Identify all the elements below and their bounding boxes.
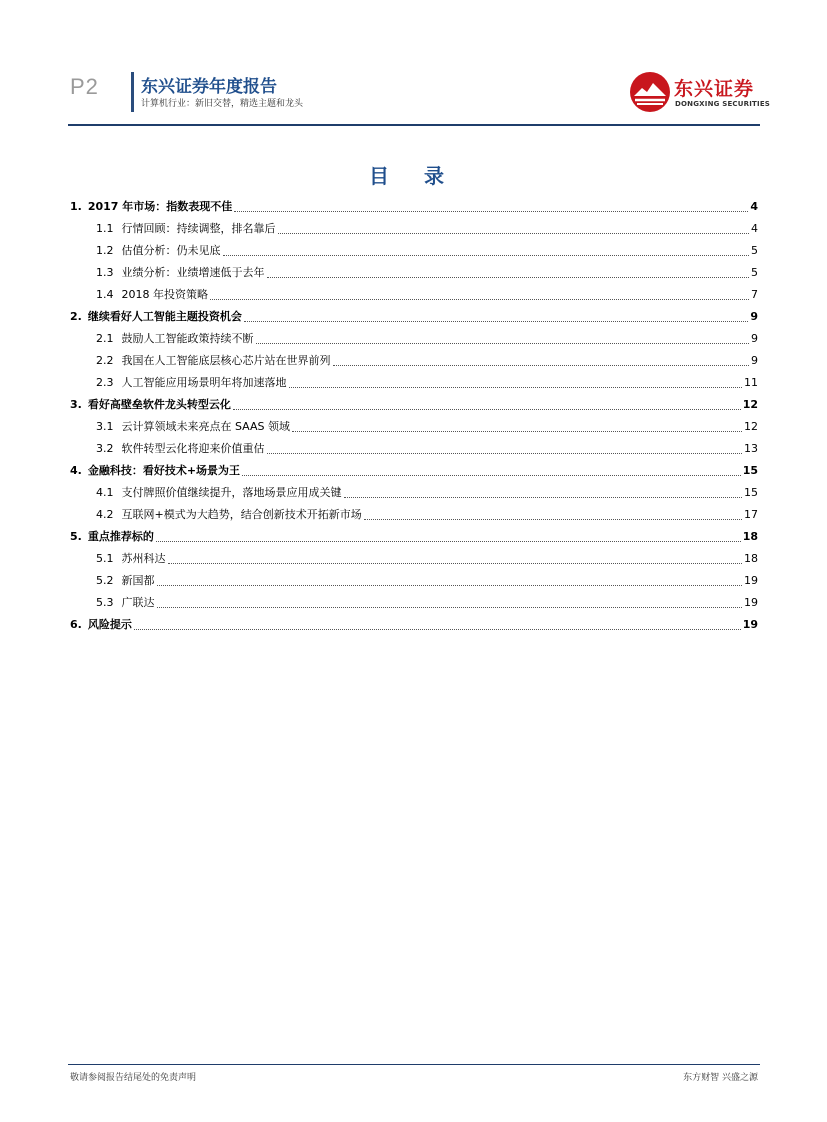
report-title: 东兴证券年度报告 (141, 77, 277, 97)
toc-entry-page: 12 (742, 397, 758, 411)
toc-title: 目 录 (369, 164, 458, 188)
toc-entry-label: 2018 年投资策略 (121, 288, 208, 301)
toc-dot-leader (157, 597, 743, 608)
toc-entry-label: 业绩分析：业绩增速低于去年 (121, 266, 265, 279)
toc-entry-page: 7 (751, 287, 758, 301)
toc-entry[interactable] (70, 525, 758, 547)
toc-entry-page: 5 (751, 243, 758, 257)
toc-dot-leader (234, 201, 748, 212)
footer-disclaimer: 敬请参阅报告结尾处的免责声明 (70, 1073, 197, 1083)
table-of-contents (70, 195, 758, 635)
toc-entry-number: 1.3 (96, 265, 114, 279)
toc-entry-page: 5 (751, 265, 758, 279)
company-logo (629, 70, 771, 114)
toc-entry-page: 9 (751, 331, 758, 345)
toc-entry-page: 19 (742, 617, 758, 631)
toc-entry-number: 3.2 (96, 441, 114, 455)
toc-entry[interactable] (70, 547, 758, 569)
logo-mark-icon (629, 71, 671, 113)
toc-entry-number: 3. (70, 397, 82, 411)
toc-entry-number: 2. (70, 309, 82, 323)
toc-entry-number: 5.3 (96, 595, 114, 609)
toc-entry-label: 我国在人工智能底层核心芯片站在世界前列 (121, 354, 331, 367)
toc-dot-leader (278, 223, 750, 234)
page-header (0, 0, 827, 130)
footer-rule (68, 1064, 760, 1065)
toc-dot-leader (267, 267, 750, 278)
toc-entry-label: 互联网+模式为大趋势，结合创新技术开拓新市场 (121, 508, 362, 521)
toc-dot-leader (292, 421, 742, 432)
toc-entry[interactable] (70, 459, 758, 481)
logo-english-text: DONGXING SECURITIES (675, 100, 771, 108)
toc-entry[interactable] (70, 239, 758, 261)
toc-entry-page: 18 (744, 551, 758, 565)
toc-dot-leader (156, 531, 741, 542)
toc-entry-label: 人工智能应用场景明年将加速落地 (121, 376, 287, 389)
report-subtitle: 计算机行业：新旧交替，精选主题和龙头 (141, 99, 304, 109)
toc-entry-page: 18 (742, 529, 758, 543)
footer-slogan: 东方财智 兴盛之源 (683, 1073, 758, 1083)
toc-entry-page: 19 (744, 573, 758, 587)
toc-entry-page: 19 (744, 595, 758, 609)
toc-entry-label: 支付牌照价值继续提升，落地场景应用成关键 (121, 486, 342, 499)
toc-entry[interactable] (70, 437, 758, 459)
toc-dot-leader (168, 553, 743, 564)
toc-entry-page: 9 (750, 309, 758, 323)
toc-entry-page: 4 (750, 199, 758, 213)
toc-dot-leader (157, 575, 743, 586)
toc-entry[interactable] (70, 283, 758, 305)
toc-entry-label: 估值分析：仍未见底 (121, 244, 221, 257)
toc-dot-leader (223, 245, 750, 256)
toc-entry[interactable] (70, 481, 758, 503)
toc-entry-number: 4.1 (96, 485, 114, 499)
toc-entry-page: 11 (744, 375, 758, 389)
toc-entry-label: 金融科技：看好技术+场景为王 (87, 464, 241, 477)
toc-entry-page: 13 (744, 441, 758, 455)
toc-entry-number: 4. (70, 463, 82, 477)
logo-text: 东兴证券 (674, 78, 755, 100)
toc-entry[interactable] (70, 327, 758, 349)
toc-entry[interactable] (70, 371, 758, 393)
toc-entry-label: 苏州科达 (121, 552, 166, 565)
toc-entry-page: 12 (744, 419, 758, 433)
toc-entry-number: 6. (70, 617, 82, 631)
toc-dot-leader (364, 509, 742, 520)
toc-entry-number: 5.2 (96, 573, 114, 587)
toc-entry-page: 9 (751, 353, 758, 367)
toc-entry-number: 2.2 (96, 353, 114, 367)
toc-entry[interactable] (70, 349, 758, 371)
toc-entry[interactable] (70, 261, 758, 283)
toc-entry-label: 软件转型云化将迎来价值重估 (121, 442, 265, 455)
toc-entry[interactable] (70, 217, 758, 239)
toc-entry-number: 1. (70, 199, 82, 213)
toc-dot-leader (333, 355, 750, 366)
header-divider (131, 72, 134, 112)
toc-dot-leader (210, 289, 749, 300)
toc-entry[interactable] (70, 415, 758, 437)
toc-entry-page: 17 (744, 507, 758, 521)
toc-dot-leader (289, 377, 743, 388)
toc-entry-number: 3.1 (96, 419, 114, 433)
toc-entry[interactable] (70, 503, 758, 525)
toc-entry[interactable] (70, 569, 758, 591)
toc-entry-number: 2.3 (96, 375, 114, 389)
toc-dot-leader (256, 333, 750, 344)
toc-entry-number: 4.2 (96, 507, 114, 521)
toc-entry[interactable] (70, 393, 758, 415)
toc-entry-label: 鼓励人工智能政策持续不断 (121, 332, 254, 345)
toc-entry[interactable] (70, 613, 758, 635)
page-number: P2 (70, 74, 99, 99)
toc-dot-leader (233, 399, 741, 410)
toc-entry-number: 5. (70, 529, 82, 543)
toc-entry-label: 云计算领域未来亮点在 SAAS 领域 (121, 420, 291, 433)
toc-entry-page: 15 (742, 463, 758, 477)
toc-dot-leader (267, 443, 743, 454)
toc-entry-page: 15 (744, 485, 758, 499)
toc-entry-label: 行情回顾：持续调整，排名靠后 (121, 222, 276, 235)
toc-entry-number: 1.1 (96, 221, 114, 235)
toc-entry-label: 风险提示 (87, 618, 132, 631)
toc-dot-leader (242, 465, 741, 476)
toc-dot-leader (134, 619, 741, 630)
toc-entry[interactable] (70, 305, 758, 327)
toc-dot-leader (344, 487, 743, 498)
toc-entry-number: 1.2 (96, 243, 114, 257)
toc-entry-number: 5.1 (96, 551, 114, 565)
toc-entry[interactable] (70, 195, 758, 217)
toc-entry-label: 新国都 (121, 574, 155, 587)
toc-entry-page: 4 (751, 221, 758, 235)
toc-entry-label: 广联达 (121, 596, 155, 609)
toc-entry-label: 看好高壁垒软件龙头转型云化 (87, 398, 231, 411)
toc-entry-number: 1.4 (96, 287, 114, 301)
toc-entry-label: 继续看好人工智能主题投资机会 (87, 310, 242, 323)
toc-entry[interactable] (70, 591, 758, 613)
toc-entry-label: 重点推荐标的 (87, 530, 154, 543)
toc-entry-label: 2017 年市场：指数表现不佳 (87, 200, 233, 213)
toc-entry-number: 2.1 (96, 331, 114, 345)
toc-dot-leader (244, 311, 749, 322)
header-rule (68, 124, 760, 126)
